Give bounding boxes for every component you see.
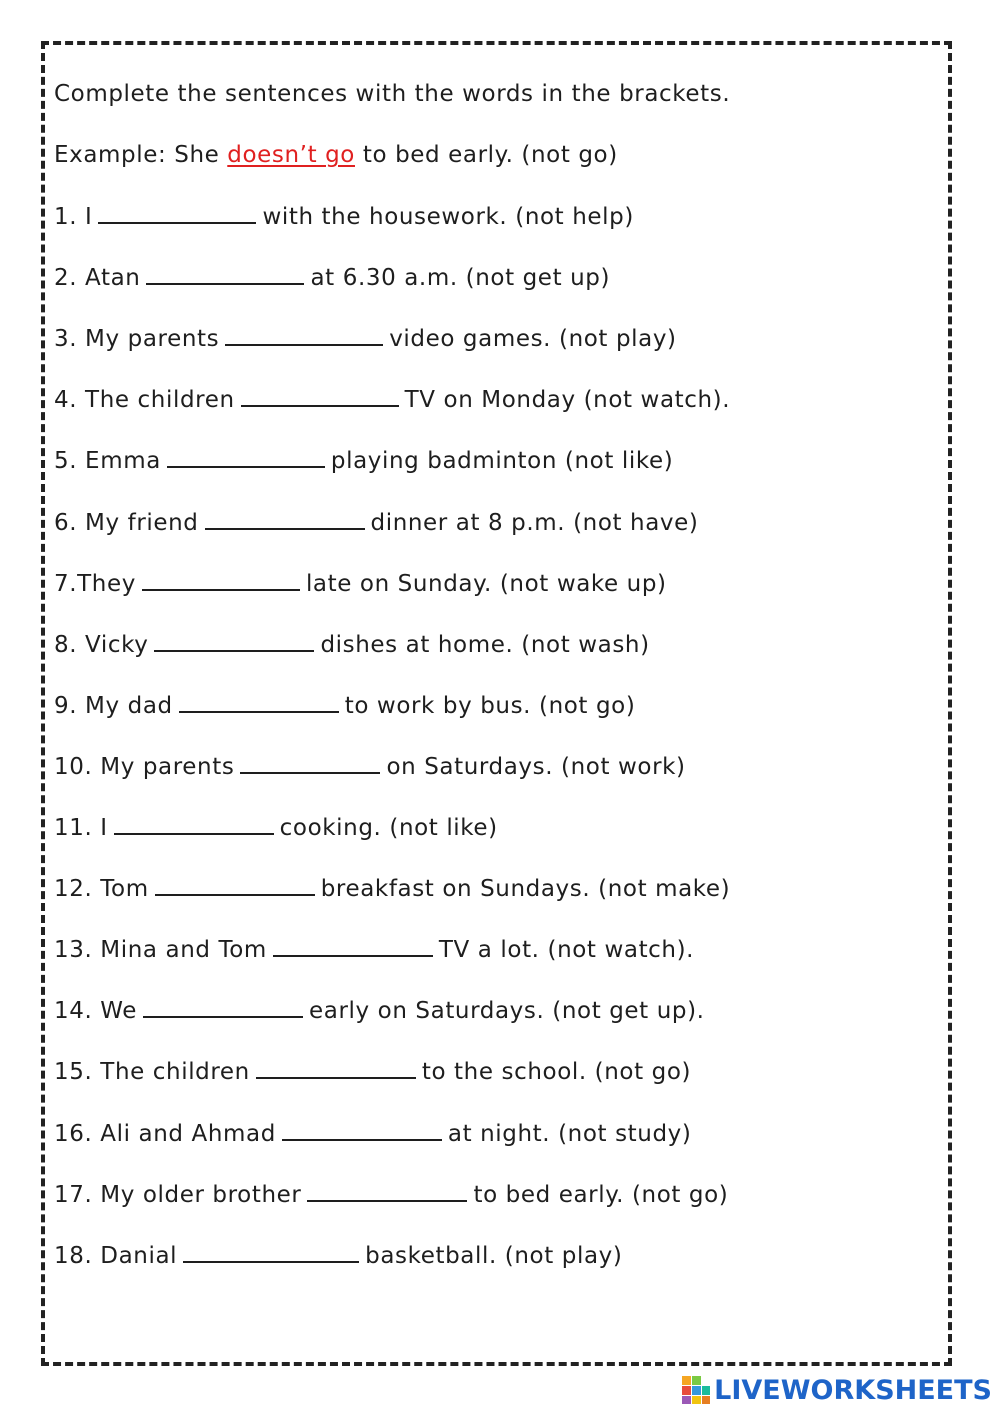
question-item [54, 690, 635, 721]
question-item [54, 445, 673, 476]
question-item [54, 1056, 691, 1087]
brand-name: LIVEWORKSHEETS [714, 1374, 992, 1406]
question-item [54, 995, 705, 1026]
question-rest: basketball. (not play) [365, 1243, 623, 1269]
question-subject: 13. Mina and Tom [54, 937, 267, 963]
answer-blank[interactable] [179, 690, 339, 713]
example-prefix: Example: She [54, 142, 228, 168]
question-item [54, 262, 610, 293]
question-rest: at night. (not study) [447, 1121, 692, 1147]
question-rest: breakfast on Sundays. (not make) [320, 876, 731, 902]
answer-blank[interactable] [142, 568, 300, 591]
question-rest: late on Sunday. (not wake up) [305, 571, 667, 597]
answer-blank[interactable] [146, 262, 304, 285]
example-sentence [54, 140, 618, 170]
question-item [54, 201, 634, 232]
answer-blank[interactable] [154, 629, 314, 652]
question-rest: TV on Monday (not watch). [404, 387, 731, 413]
question-subject: 16. Ali and Ahmad [54, 1121, 276, 1147]
question-rest: at 6.30 a.m. (not get up) [310, 265, 611, 291]
question-subject: 8. Vicky [54, 632, 149, 658]
lws-blocks-icon [681, 1375, 711, 1405]
question-subject: 10. My parents [54, 754, 235, 780]
question-item [54, 812, 498, 843]
question-subject: 4. The children [54, 387, 235, 413]
answer-blank[interactable] [205, 507, 365, 530]
answer-blank[interactable] [307, 1179, 467, 1202]
question-rest: video games. (not play) [389, 326, 677, 352]
question-subject: 9. My dad [54, 693, 173, 719]
question-rest: TV a lot. (not watch). [438, 937, 695, 963]
answer-blank[interactable] [273, 934, 433, 957]
question-subject: 15. The children [54, 1059, 250, 1085]
answer-blank[interactable] [114, 812, 274, 835]
answer-blank[interactable] [98, 201, 256, 224]
question-rest: early on Saturdays. (not get up). [309, 998, 705, 1024]
question-item [54, 934, 694, 965]
question-item [54, 629, 650, 660]
question-subject: 3. My parents [54, 326, 220, 352]
question-rest: dinner at 8 p.m. (not have) [370, 510, 699, 536]
question-item [54, 751, 686, 782]
question-subject: 2. Atan [54, 265, 141, 291]
question-item [54, 507, 698, 538]
answer-blank[interactable] [155, 873, 315, 896]
question-subject: 17. My older brother [54, 1182, 302, 1208]
question-item [54, 1179, 728, 1210]
answer-blank[interactable] [282, 1118, 442, 1141]
question-subject: 11. I [54, 815, 108, 841]
question-item [54, 1240, 622, 1271]
example-answer: doesn’t go [227, 142, 355, 168]
answer-blank[interactable] [225, 323, 383, 346]
instruction-text: Complete the sentences with the words in the brackets. [54, 81, 731, 107]
question-subject: 1. I [54, 204, 93, 230]
liveworksheets-logo [681, 1373, 992, 1407]
question-rest: playing badminton (not like) [330, 448, 674, 474]
question-rest: with the housework. (not help) [262, 204, 634, 230]
answer-blank[interactable] [183, 1240, 359, 1263]
question-subject: 18. Danial [54, 1243, 178, 1269]
question-item [54, 1118, 691, 1149]
question-rest: cooking. (not like) [279, 815, 498, 841]
question-subject: 7.They [54, 571, 136, 597]
answer-blank[interactable] [143, 995, 303, 1018]
answer-blank[interactable] [167, 445, 325, 468]
question-item [54, 568, 667, 599]
question-item [54, 873, 730, 904]
question-rest: to work by bus. (not go) [344, 693, 636, 719]
question-item [54, 384, 730, 415]
question-subject: 12. Tom [54, 876, 149, 902]
question-rest: dishes at home. (not wash) [320, 632, 650, 658]
question-rest: on Saturdays. (not work) [386, 754, 686, 780]
question-subject: 6. My friend [54, 510, 199, 536]
question-subject: 5. Emma [54, 448, 161, 474]
question-item [54, 323, 677, 354]
question-subject: 14. We [54, 998, 138, 1024]
question-rest: to bed early. (not go) [473, 1182, 729, 1208]
example-suffix: to bed early. (not go) [354, 142, 618, 168]
answer-blank[interactable] [241, 384, 399, 407]
answer-blank[interactable] [256, 1056, 416, 1079]
answer-blank[interactable] [240, 751, 380, 774]
question-rest: to the school. (not go) [421, 1059, 692, 1085]
